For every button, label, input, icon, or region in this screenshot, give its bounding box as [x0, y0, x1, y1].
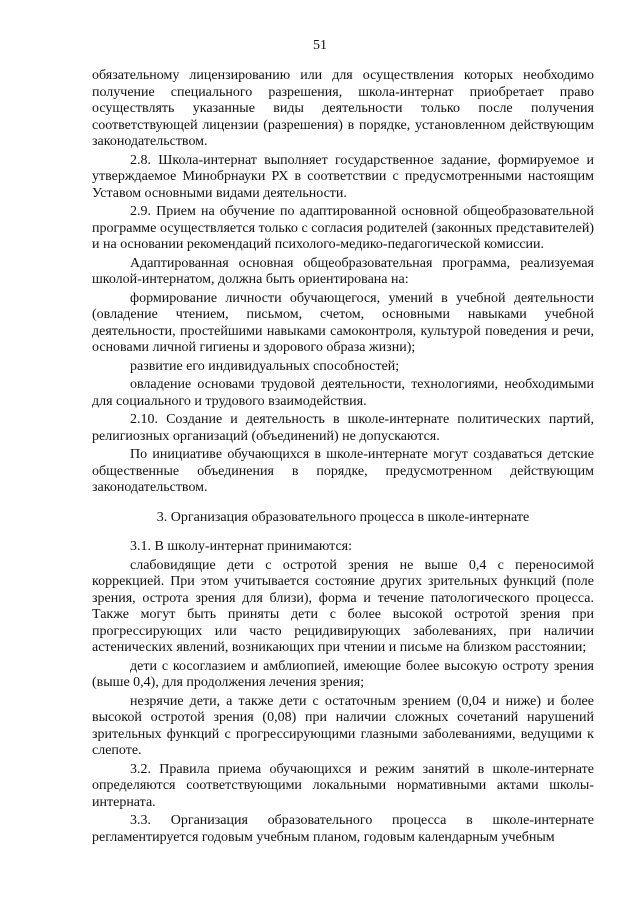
paragraph: 2.10. Создание и деятельность в школе-интернате политических партий, религиозных организаций (объединений) не допускаются. [92, 412, 594, 444]
page-number: 51 [313, 38, 327, 53]
paragraph: дети с косоглазием и амблиопией, имеющие более высокую остроту зрения (выше 0,4), для продолжения лечения зрения; [92, 658, 594, 690]
paragraph: незрячие дети, а также дети с остаточным зрением (0,04 и ниже) и более высокой остротой зрения (0,08) при наличии сложных сочетаний нарушений зрительных функций с прогрессирующими глазными заболеваниями, ведущими к слепоте. [92, 693, 594, 758]
paragraph: овладение основами трудовой деятельности, технологиями, необходимыми для социального и трудового взаимодействия. [92, 377, 594, 409]
paragraph: 2.9. Прием на обучение по адаптированной основной общеобразовательной программе осуществляется только с согласия родителей (законных представителей) и на основании рекомендаций психолого-медико-педагогической комиссии. [92, 204, 594, 252]
paragraph: По инициативе обучающихся в школе-интернате могут создаваться детские общественные объединения в порядке, предусмотренном действующим законодательством. [92, 447, 594, 495]
paragraph: развитие его индивидуальных способностей; [130, 358, 400, 374]
paragraph: обязательному лицензированию или для осуществления которых необходимо получение специального разрешения, школа-интернат приобретает право осуществлять указанные виды деятельности только после получения соответствующей лицензии (разрешения) в порядке, установленном действующим законодательством. [92, 68, 594, 149]
paragraph: 3.1. В школу-интернат принимаются: [130, 539, 353, 554]
section-heading: 3. Организация образовательного процесса в школе-интернате [156, 509, 530, 525]
paragraph: Адаптированная основная общеобразовательная программа, реализуемая школой-интернатом, должна быть ориентирована на: [92, 255, 594, 287]
paragraph: формирование личности обучающегося, умений в учебной деятельности (овладение чтением, письмом, счетом, основными навыками учебной деятельности, простейшими навыками самоконтроля, культурой поведения и речи, основами личной гигиены и здорового образа жизни); [92, 290, 594, 355]
paragraph: слабовидящие дети с остротой зрения не выше 0,4 с переносимой коррекцией. При этом учитывается состояние других зрительных функций (поле зрения, острота зрения для близи), форма и течение патологического процесса. Также могут быть приняты дети с более высокой остротой зрения при прогрессирующих или часто рецидивирующих заболеваниях, при наличии астенических явлений, возникающих при чтении и письме на близком расстоянии; [92, 557, 594, 655]
paragraph: 3.3. Организация образовательного процесса в школе-интернате регламентируется годовым учебным планом, годовым календарным учебным [92, 813, 594, 845]
paragraph: 3.2. Правила приема обучающихся и режим занятий в школе-интернате определяются соответствующими локальными нормативными актами школы-интерната. [92, 761, 594, 810]
document-body [92, 68, 594, 848]
paragraph: 2.8. Школа-интернат выполняет государственное задание, формируемое и утверждаемое Минобрнауки РХ в соответствии с предусмотренными настоящим Уставом основными видами деятельности. [92, 152, 594, 201]
